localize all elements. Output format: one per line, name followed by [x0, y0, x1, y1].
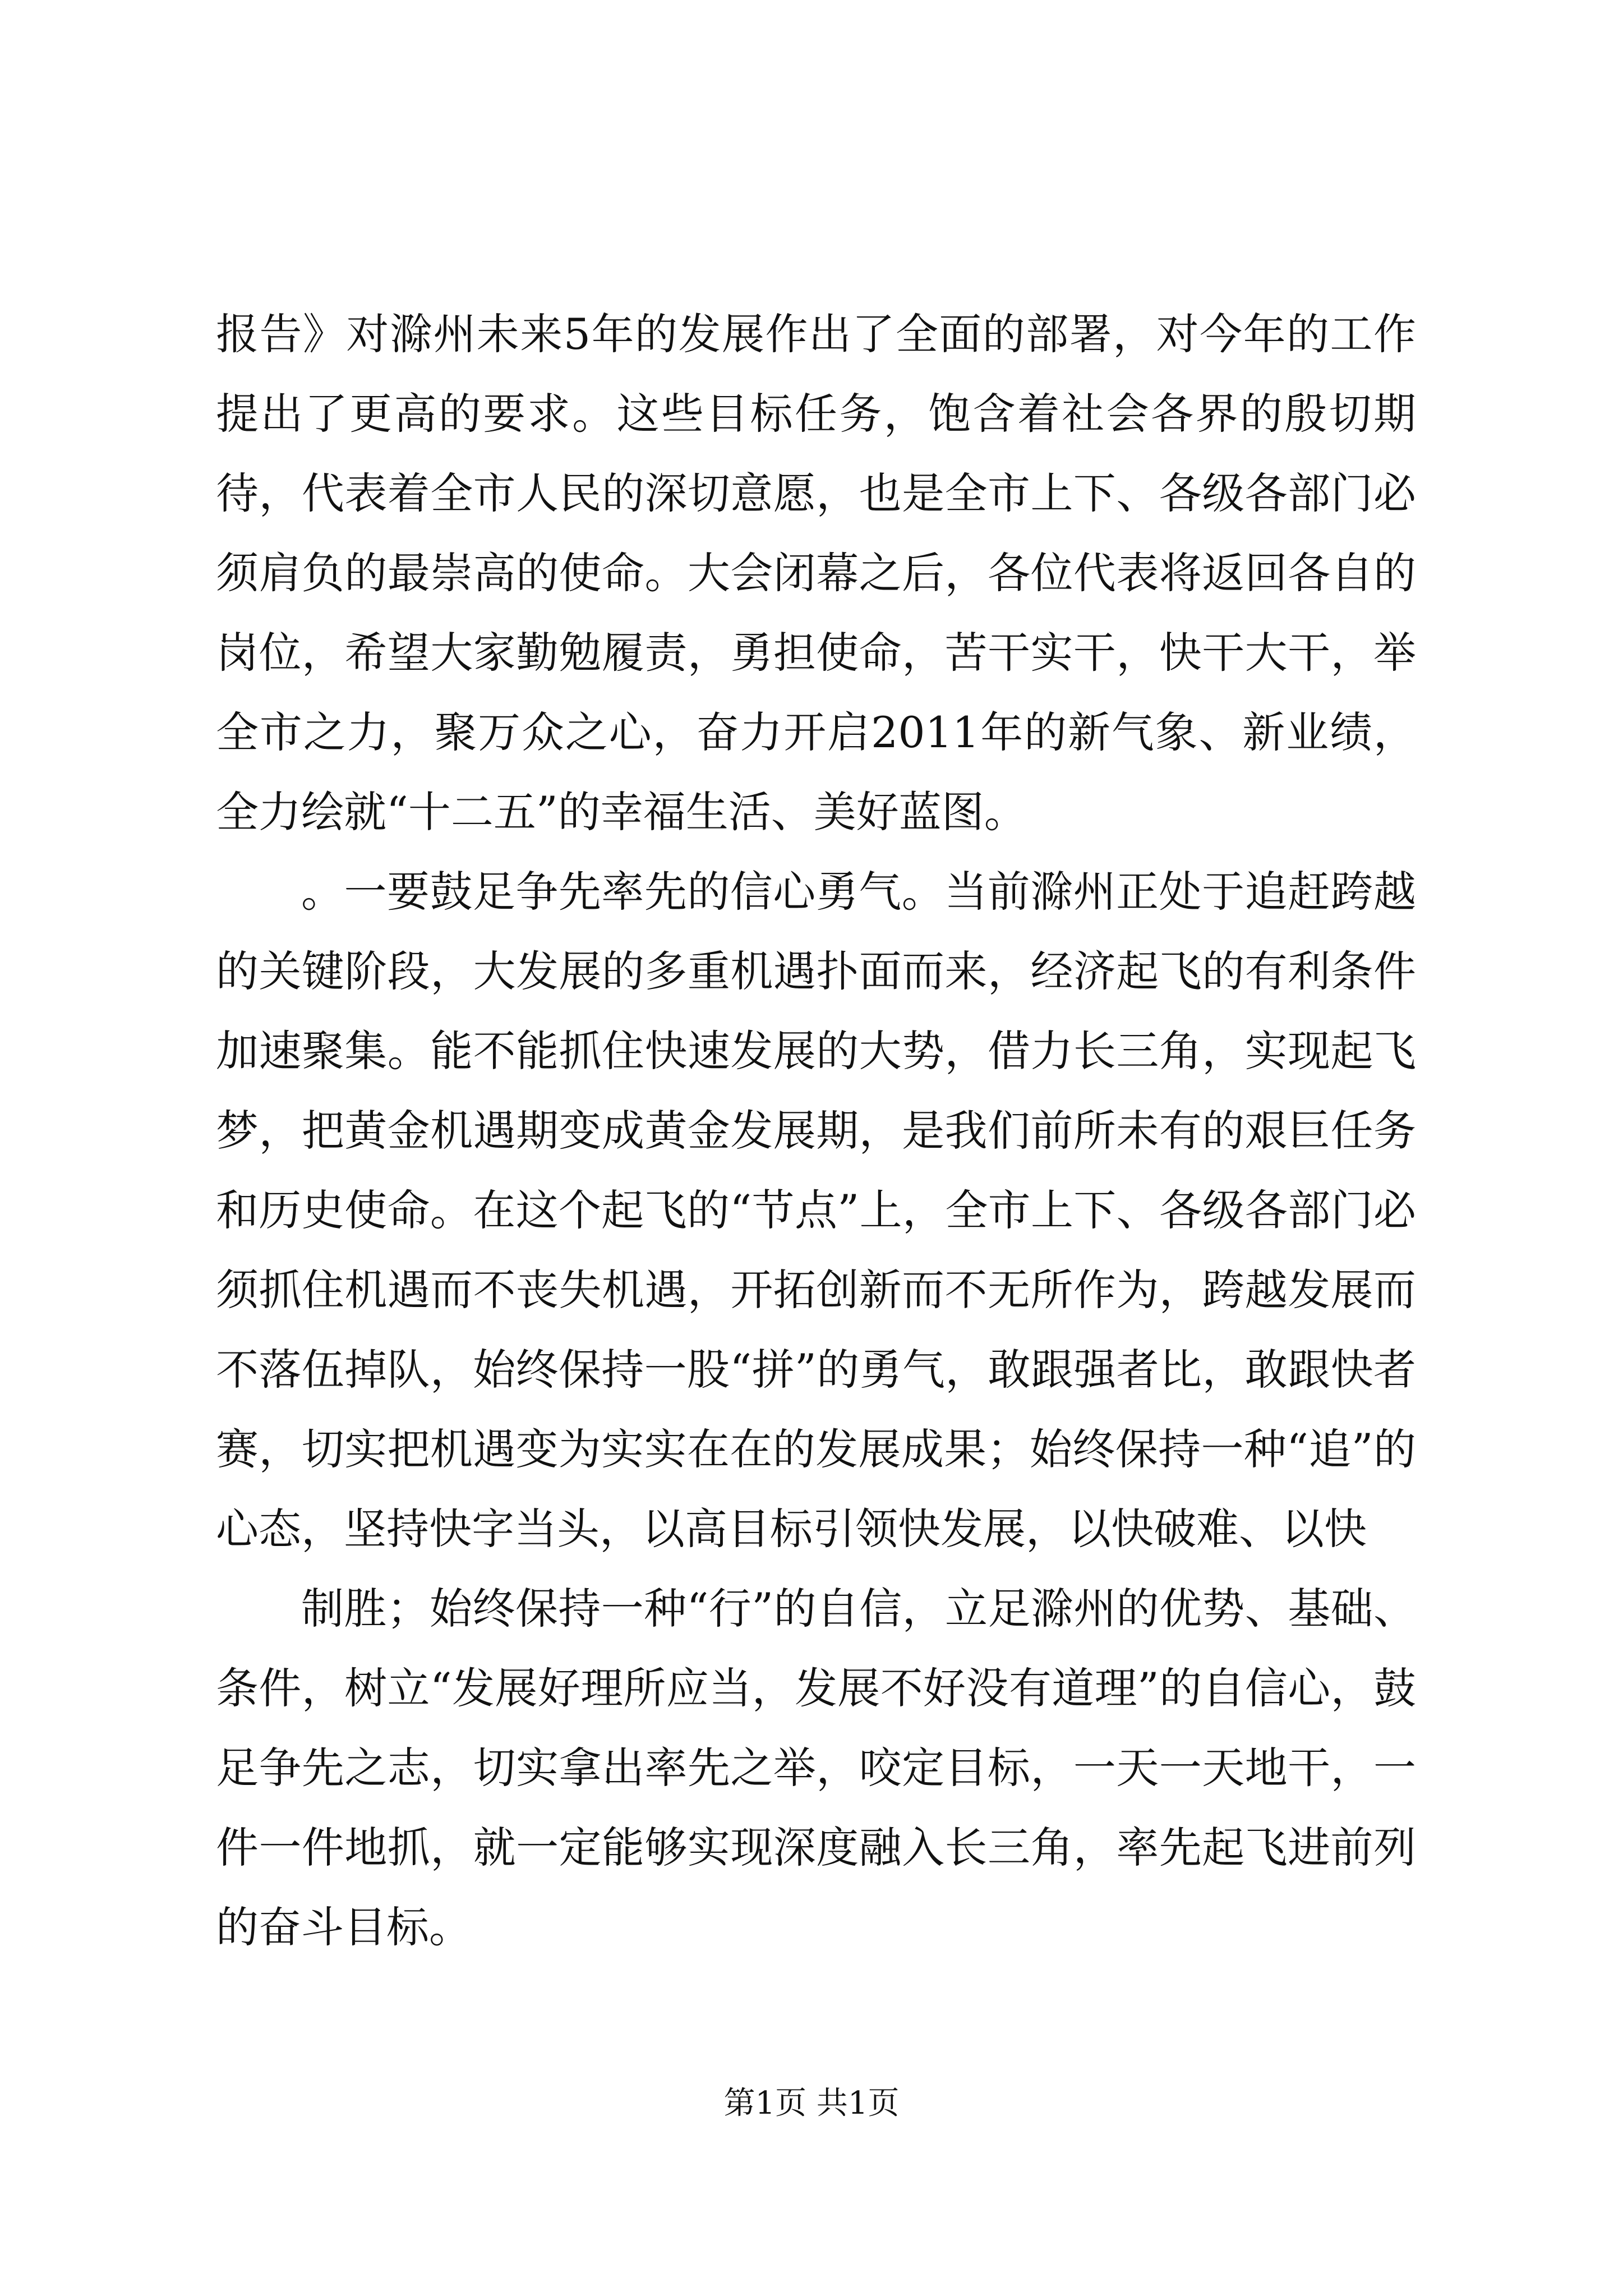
paragraph-1: 报告》对滁州未来5年的发展作出了全面的部署，对今年的工作提出了更高的要求。这些目标任务，饱含着社会各界的殷切期待，代表着全市人民的深切意愿，也是全市上下、各级各部门必须肩负的最崇高的使命。大会闭幕之后，各位代表将返回各自的岗位，希望大家勤勉履责，勇担使命，苦干实干，快干大干，举全市之力，聚万众之心，奋力开启2011年的新气象、新业绩，全力绘就“十二五”的幸福生活、美好蓝图。 — [216, 309, 1416, 837]
document-body — [216, 295, 1416, 1967]
page-footer: 第1页 共1页 — [723, 2085, 900, 2122]
paragraph-2: 。一要鼓足争先率先的信心勇气。当前滁州正处于追赶跨越的关键阶段，大发展的多重机遇扑面而来，经济起飞的有利条件加速聚集。能不能抓住快速发展的大势，借力长三角，实现起飞梦，把黄金机遇期变成黄金发展期，是我们前所未有的艰巨任务和历史使命。在这个起飞的“节点”上，全市上下、各级各部门必须抓住机遇而不丧失机遇，开拓创新而不无所作为，跨越发展而不落伍掉队，始终保持一股“拼”的勇气，敢跟强者比，敢跟快者赛，切实把机遇变为实实在在的发展成果；始终保持一种“追”的心态，坚持快字当头，以高目标引领快发展，以快破难、以快 — [216, 867, 1416, 1554]
paragraph-3: 制胜；始终保持一种“行”的自信，立足滁州的优势、基础、条件，树立“发展好理所应当，发展不好没有道理”的自信心，鼓足争先之志，切实拿出率先之举，咬定目标，一天一天地干，一件一件地抓，就一定能够实现深度融入长三角，率先起飞进前列的奋斗目标。 — [216, 1584, 1416, 1952]
